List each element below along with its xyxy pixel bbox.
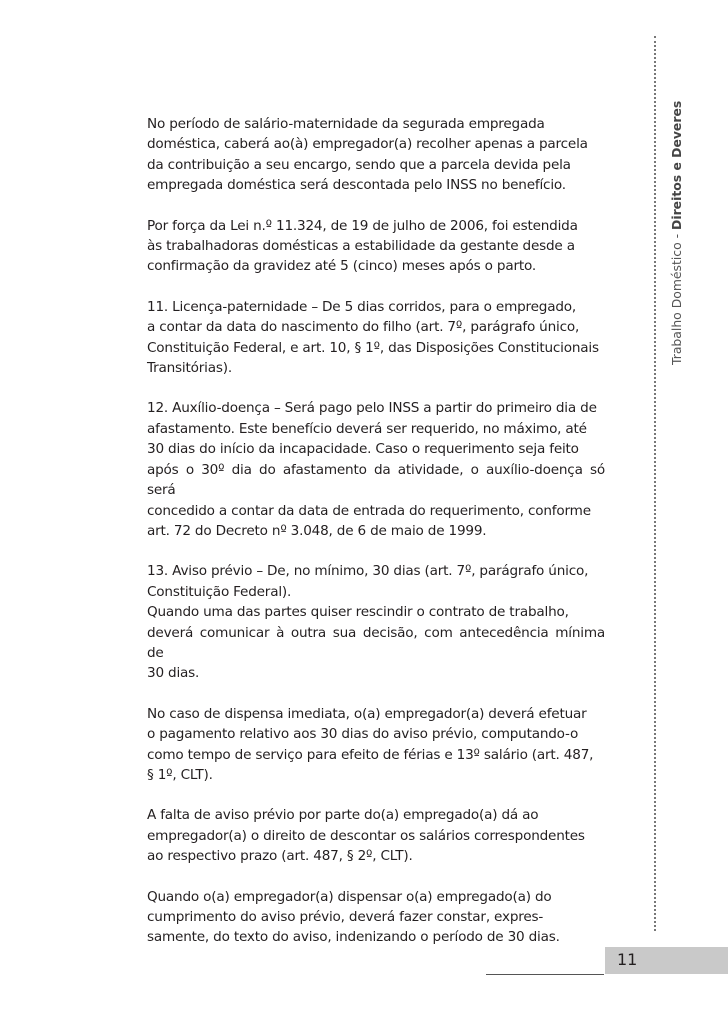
text-line: A falta de aviso prévio por parte do(a) empregado(a) dá ao <box>147 807 539 824</box>
paragraph-lei-11324 <box>147 216 605 277</box>
text-line: após o 30º dia do afastamento da atividade, o auxílio-doença só será <box>147 461 605 499</box>
text-line: Por força da Lei n.º 11.324, de 19 de julho de 2006, foi estendida <box>147 217 578 234</box>
running-header-regular: Trabalho Doméstico - <box>669 229 684 365</box>
text-line: § 1º, CLT). <box>147 766 213 783</box>
text-line: o pagamento relativo aos 30 dias do aviso prévio, computando-o <box>147 726 579 743</box>
paragraph-salario-maternidade <box>147 114 605 196</box>
text-line: art. 72 do Decreto nº 3.048, de 6 de maio de 1999. <box>147 522 487 539</box>
text-line: No caso de dispensa imediata, o(a) empregador(a) deverá efetuar <box>147 705 587 722</box>
text-line: 30 dias do início da incapacidade. Caso o requerimento seja feito <box>147 441 579 458</box>
text-line: da contribuição a seu encargo, sendo que a parcela devida pela <box>147 156 571 173</box>
text-line: como tempo de serviço para efeito de férias e 13º salário (art. 487, <box>147 746 594 763</box>
text-line: Quando o(a) empregador(a) dispensar o(a) empregado(a) do <box>147 888 552 905</box>
footer-rule <box>486 974 604 975</box>
text-line: empregador(a) o direito de descontar os salários correspondentes <box>147 827 585 844</box>
text-line: empregada doméstica será descontada pelo INSS no benefício. <box>147 177 566 194</box>
text-line: a contar da data do nascimento do filho (art. 7º, parágrafo único, <box>147 319 580 336</box>
text-line: afastamento. Este benefício deverá ser requerido, no máximo, até <box>147 420 587 437</box>
paragraph-licenca-paternidade <box>147 297 605 379</box>
body-text <box>147 114 605 968</box>
text-line: 11. Licença-paternidade – De 5 dias corridos, para o empregado, <box>147 298 577 315</box>
paragraph-aviso-previo <box>147 561 605 683</box>
paragraph-falta-aviso <box>147 805 605 866</box>
text-line: ao respectivo prazo (art. 487, § 2º, CLT). <box>147 848 413 865</box>
text-line: 13. Aviso prévio – De, no mínimo, 30 dias (art. 7º, parágrafo único, <box>147 563 589 580</box>
text-line: doméstica, caberá ao(à) empregador(a) recolher apenas a parcela <box>147 136 588 153</box>
text-line: Constituição Federal, e art. 10, § 1º, das Disposições Constitucionais <box>147 339 599 356</box>
text-line: Constituição Federal). <box>147 583 292 600</box>
page-number: 11 <box>617 950 638 969</box>
dotted-divider <box>654 36 656 931</box>
text-line: confirmação da gravidez até 5 (cinco) meses após o parto. <box>147 258 536 275</box>
text-line: deverá comunicar à outra sua decisão, com antecedência mínima de <box>147 624 605 661</box>
text-line: Transitórias). <box>147 360 232 377</box>
paragraph-dispensa-imediata <box>147 704 605 786</box>
text-line: concedido a contar da data de entrada do requerimento, conforme <box>147 502 591 519</box>
text-line: Quando uma das partes quiser rescindir o contrato de trabalho, <box>147 604 569 621</box>
text-line: samente, do texto do aviso, indenizando o período de 30 dias. <box>147 929 560 946</box>
text-line: às trabalhadoras domésticas a estabilidade da gestante desde a <box>147 238 575 255</box>
text-line: 12. Auxílio-doença – Será pago pelo INSS a partir do primeiro dia de <box>147 400 597 417</box>
page-number-box <box>605 947 728 974</box>
running-header <box>669 101 684 365</box>
text-line: 30 dias. <box>147 665 200 682</box>
text-line: cumprimento do aviso prévio, deverá fazer constar, expres- <box>147 909 544 925</box>
text-line: No período de salário-maternidade da segurada empregada <box>147 116 545 132</box>
running-header-bold: Direitos e Deveres <box>669 100 684 230</box>
paragraph-dispensa-cumprimento <box>147 887 605 948</box>
paragraph-auxilio-doenca <box>147 398 605 541</box>
